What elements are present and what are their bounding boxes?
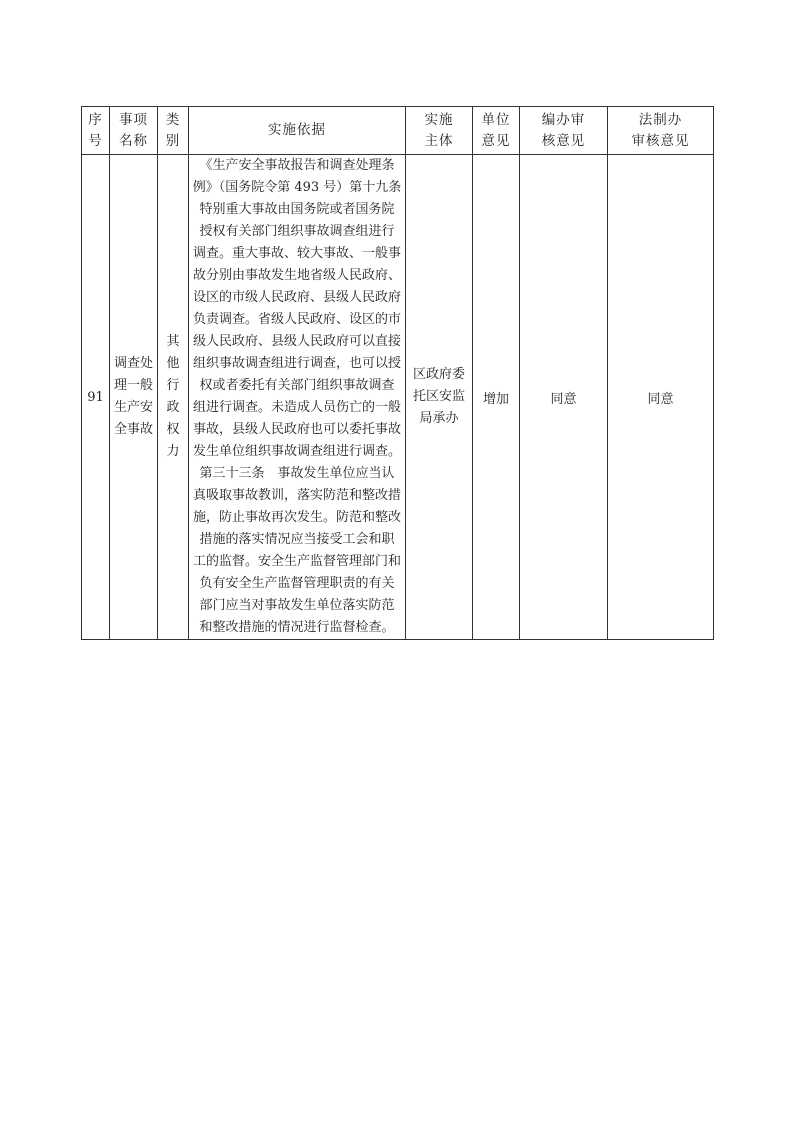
- cell-category: 其 他 行 政 权 力: [158, 155, 189, 640]
- review-table: [81, 106, 714, 640]
- header-name: 事项 名称: [110, 107, 158, 155]
- cell-subject: 区政府委 托区安监 局承办: [406, 155, 473, 640]
- header-row: [82, 107, 714, 155]
- cell-name: 调查处 理一般 生产安 全事故: [110, 155, 158, 640]
- header-basis: 实施依据: [189, 107, 406, 155]
- cell-unit-opinion: 增加: [473, 155, 520, 640]
- header-staff-opinion: 编办审 核意见: [520, 107, 608, 155]
- cell-staff-opinion: 同意: [520, 155, 608, 640]
- header-legal-opinion: 法制办 审核意见: [608, 107, 714, 155]
- cell-basis: 《生产安全事故报告和调查处理条 例》（国务院令第 493 号）第十九条 特别重大事故由国务院或者国务院 授权有关部门组织事故调查组进行 调查。重大事故、较大事故、一般事 故分别由事故发生地省级人民政府、 设区的市级人民政府、县级人民政府 负责调查。省级人民政府、设区的市 级人民政府、县级人民政府可以直接 组织事故调查组进行调查，也可以授 权或者委托有关部门组织事故调查 组进行调查。未造成人员伤亡的一般 事故，县级人民政府也可以委托事故 发生单位组织事故调查组进行调查。 第三十三条 事故发生单位应当认 真吸取事故教训，落实防范和整改措 施，防止事故再次发生。防范和整改 措施的落实情况应当接受工会和职 工的监督。安全生产监督管理部门和 负有安全生产监督管理职责的有关 部门应当对事故发生单位落实防范 和整改措施的情况进行监督检查。: [189, 155, 406, 640]
- header-category: 类 别: [158, 107, 189, 155]
- cell-seq: 91: [82, 155, 110, 640]
- header-subject: 实施 主体: [406, 107, 473, 155]
- header-unit-opinion: 单位 意见: [473, 107, 520, 155]
- table-row: [82, 155, 714, 640]
- cell-legal-opinion: 同意: [608, 155, 714, 640]
- header-seq: 序 号: [82, 107, 110, 155]
